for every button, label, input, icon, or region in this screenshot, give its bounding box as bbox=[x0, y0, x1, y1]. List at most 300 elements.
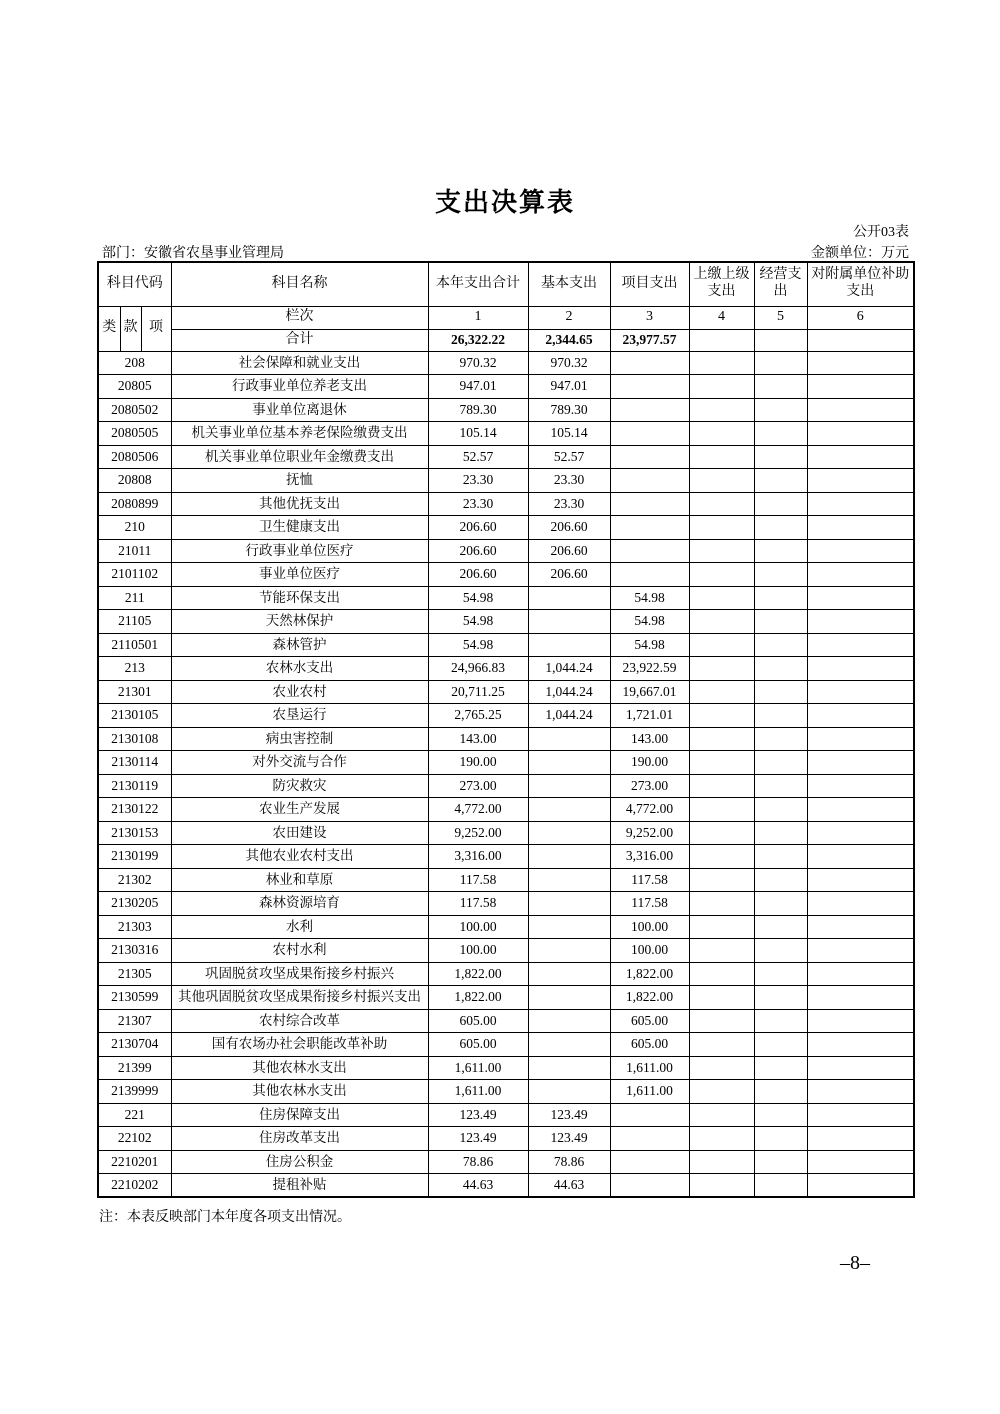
total-expense-value: 100.00 bbox=[428, 939, 528, 963]
subsidy-expense-value bbox=[807, 1009, 914, 1033]
upper-expense-value bbox=[689, 680, 754, 704]
project-expense-value bbox=[610, 516, 689, 540]
operating-expense-value bbox=[754, 351, 807, 375]
total-expense-value: 117.58 bbox=[428, 868, 528, 892]
table-row bbox=[98, 657, 914, 681]
basic-expense-value bbox=[528, 1033, 610, 1057]
basic-expense-value: 23.30 bbox=[528, 469, 610, 493]
project-expense-value bbox=[610, 492, 689, 516]
table-row bbox=[98, 915, 914, 939]
operating-expense-value bbox=[754, 1103, 807, 1127]
project-expense-value bbox=[610, 1150, 689, 1174]
subject-code: 20808 bbox=[98, 469, 171, 493]
table-row bbox=[98, 892, 914, 916]
operating-expense-value bbox=[754, 1056, 807, 1080]
subject-code: 2139999 bbox=[98, 1080, 171, 1104]
project-expense-value bbox=[610, 375, 689, 399]
basic-expense-value bbox=[528, 939, 610, 963]
upper-expense-value bbox=[689, 986, 754, 1010]
total-expense-value: 54.98 bbox=[428, 633, 528, 657]
header-row-1 bbox=[98, 262, 914, 306]
subject-code: 22102 bbox=[98, 1127, 171, 1151]
operating-expense-value bbox=[754, 1033, 807, 1057]
upper-expense-value bbox=[689, 657, 754, 681]
subject-name: 农村综合改革 bbox=[171, 1009, 428, 1033]
total-expense-value: 947.01 bbox=[428, 375, 528, 399]
basic-expense-value: 23.30 bbox=[528, 492, 610, 516]
total-expense-value: 789.30 bbox=[428, 398, 528, 422]
table-row bbox=[98, 962, 914, 986]
subject-code: 2101102 bbox=[98, 563, 171, 587]
table-row bbox=[98, 633, 914, 657]
totals-total-expense: 26,322.22 bbox=[428, 329, 528, 351]
project-expense-value bbox=[610, 1127, 689, 1151]
basic-expense-value: 789.30 bbox=[528, 398, 610, 422]
subject-code: 20805 bbox=[98, 375, 171, 399]
subsidy-expense-value bbox=[807, 516, 914, 540]
operating-expense-value bbox=[754, 539, 807, 563]
header-basic-expense: 基本支出 bbox=[528, 262, 610, 306]
project-expense-value: 117.58 bbox=[610, 892, 689, 916]
basic-expense-value bbox=[528, 892, 610, 916]
operating-expense-value bbox=[754, 751, 807, 775]
upper-expense-value bbox=[689, 1127, 754, 1151]
table-row bbox=[98, 492, 914, 516]
subsidy-expense-value bbox=[807, 798, 914, 822]
project-expense-value: 190.00 bbox=[610, 751, 689, 775]
project-expense-value: 100.00 bbox=[610, 915, 689, 939]
subject-name: 其他优抚支出 bbox=[171, 492, 428, 516]
basic-expense-value bbox=[528, 610, 610, 634]
header-subject-code: 科目代码 bbox=[98, 262, 171, 306]
total-expense-value: 117.58 bbox=[428, 892, 528, 916]
total-expense-value: 206.60 bbox=[428, 539, 528, 563]
table-row bbox=[98, 586, 914, 610]
upper-expense-value bbox=[689, 845, 754, 869]
subsidy-expense-value bbox=[807, 751, 914, 775]
upper-expense-value bbox=[689, 868, 754, 892]
header-subject-name: 科目名称 bbox=[171, 262, 428, 306]
subject-name: 机关事业单位职业年金缴费支出 bbox=[171, 445, 428, 469]
unit-label: 金额单位：万元 bbox=[811, 246, 909, 261]
basic-expense-value: 44.63 bbox=[528, 1174, 610, 1198]
basic-expense-value: 206.60 bbox=[528, 563, 610, 587]
table-row bbox=[98, 398, 914, 422]
operating-expense-value bbox=[754, 633, 807, 657]
subject-name: 对外交流与合作 bbox=[171, 751, 428, 775]
total-expense-value: 9,252.00 bbox=[428, 821, 528, 845]
table-row bbox=[98, 1080, 914, 1104]
basic-expense-value: 970.32 bbox=[528, 351, 610, 375]
upper-expense-value bbox=[689, 445, 754, 469]
subject-name: 天然林保护 bbox=[171, 610, 428, 634]
subsidy-expense-value bbox=[807, 915, 914, 939]
basic-expense-value bbox=[528, 868, 610, 892]
subsidy-expense-value bbox=[807, 845, 914, 869]
subject-code: 221 bbox=[98, 1103, 171, 1127]
basic-expense-value: 123.49 bbox=[528, 1103, 610, 1127]
project-expense-value: 100.00 bbox=[610, 939, 689, 963]
subsidy-expense-value bbox=[807, 680, 914, 704]
upper-expense-value bbox=[689, 539, 754, 563]
subject-code: 2130205 bbox=[98, 892, 171, 916]
subsidy-expense-value bbox=[807, 633, 914, 657]
totals-project-expense: 23,977.57 bbox=[610, 329, 689, 351]
table-row bbox=[98, 1103, 914, 1127]
subject-name: 防灾救灾 bbox=[171, 774, 428, 798]
operating-expense-value bbox=[754, 915, 807, 939]
totals-operating-expense bbox=[754, 329, 807, 351]
project-expense-value bbox=[610, 1174, 689, 1198]
subject-code: 2130122 bbox=[98, 798, 171, 822]
table-row bbox=[98, 1009, 914, 1033]
project-expense-value bbox=[610, 422, 689, 446]
table-row bbox=[98, 1056, 914, 1080]
expenditure-table bbox=[97, 261, 915, 1198]
operating-expense-value bbox=[754, 492, 807, 516]
operating-expense-value bbox=[754, 704, 807, 728]
subject-code: 2110501 bbox=[98, 633, 171, 657]
table-row bbox=[98, 563, 914, 587]
total-expense-value: 4,772.00 bbox=[428, 798, 528, 822]
project-expense-value: 1,822.00 bbox=[610, 962, 689, 986]
operating-expense-value bbox=[754, 445, 807, 469]
table-body bbox=[98, 351, 914, 1197]
upper-expense-value bbox=[689, 563, 754, 587]
upper-expense-value bbox=[689, 962, 754, 986]
operating-expense-value bbox=[754, 657, 807, 681]
project-expense-value bbox=[610, 1103, 689, 1127]
project-expense-value: 605.00 bbox=[610, 1009, 689, 1033]
table-row bbox=[98, 445, 914, 469]
basic-expense-value: 1,044.24 bbox=[528, 680, 610, 704]
page-number: –8– bbox=[840, 1252, 870, 1274]
table-row bbox=[98, 868, 914, 892]
subsidy-expense-value bbox=[807, 704, 914, 728]
subject-code: 2080899 bbox=[98, 492, 171, 516]
subject-name: 抚恤 bbox=[171, 469, 428, 493]
subsidy-expense-value bbox=[807, 1127, 914, 1151]
project-expense-value: 54.98 bbox=[610, 633, 689, 657]
operating-expense-value bbox=[754, 610, 807, 634]
operating-expense-value bbox=[754, 821, 807, 845]
subject-code: 2080506 bbox=[98, 445, 171, 469]
subject-name: 森林资源培育 bbox=[171, 892, 428, 916]
total-expense-value: 24,966.83 bbox=[428, 657, 528, 681]
upper-expense-value bbox=[689, 751, 754, 775]
subject-name: 其他农业农村支出 bbox=[171, 845, 428, 869]
subject-name: 住房公积金 bbox=[171, 1150, 428, 1174]
subject-code: 213 bbox=[98, 657, 171, 681]
upper-expense-value bbox=[689, 892, 754, 916]
totals-basic-expense: 2,344.65 bbox=[528, 329, 610, 351]
subsidy-expense-value bbox=[807, 563, 914, 587]
table-row bbox=[98, 610, 914, 634]
table-row bbox=[98, 375, 914, 399]
table-row bbox=[98, 845, 914, 869]
subject-code: 21011 bbox=[98, 539, 171, 563]
subject-name: 其他农林水支出 bbox=[171, 1080, 428, 1104]
header-upper-expense: 上缴上级支出 bbox=[689, 262, 754, 306]
subsidy-expense-value bbox=[807, 657, 914, 681]
subject-name: 农垦运行 bbox=[171, 704, 428, 728]
subject-code: 21305 bbox=[98, 962, 171, 986]
operating-expense-value bbox=[754, 469, 807, 493]
subject-name: 社会保障和就业支出 bbox=[171, 351, 428, 375]
subsidy-expense-value bbox=[807, 351, 914, 375]
subject-code: 2080502 bbox=[98, 398, 171, 422]
subject-code: 2210202 bbox=[98, 1174, 171, 1198]
total-expense-value: 1,822.00 bbox=[428, 962, 528, 986]
table-row bbox=[98, 422, 914, 446]
subsidy-expense-value bbox=[807, 1174, 914, 1198]
subject-code: 21399 bbox=[98, 1056, 171, 1080]
total-expense-value: 1,611.00 bbox=[428, 1056, 528, 1080]
subject-name: 农村水利 bbox=[171, 939, 428, 963]
totals-upper-expense bbox=[689, 329, 754, 351]
subject-code: 2130599 bbox=[98, 986, 171, 1010]
project-expense-value bbox=[610, 351, 689, 375]
total-expense-value: 143.00 bbox=[428, 727, 528, 751]
subsidy-expense-value bbox=[807, 610, 914, 634]
table-note: 注：本表反映部门本年度各项支出情况。 bbox=[99, 1210, 351, 1225]
project-expense-value bbox=[610, 445, 689, 469]
subject-code: 2130105 bbox=[98, 704, 171, 728]
upper-expense-value bbox=[689, 1150, 754, 1174]
total-expense-value: 190.00 bbox=[428, 751, 528, 775]
operating-expense-value bbox=[754, 680, 807, 704]
operating-expense-value bbox=[754, 1150, 807, 1174]
basic-expense-value bbox=[528, 633, 610, 657]
upper-expense-value bbox=[689, 469, 754, 493]
operating-expense-value bbox=[754, 398, 807, 422]
basic-expense-value bbox=[528, 962, 610, 986]
operating-expense-value bbox=[754, 1174, 807, 1198]
total-expense-value: 123.49 bbox=[428, 1127, 528, 1151]
subject-code: 208 bbox=[98, 351, 171, 375]
subject-name: 其他农林水支出 bbox=[171, 1056, 428, 1080]
header-column-index-label: 栏次 bbox=[171, 306, 428, 329]
project-expense-value: 3,316.00 bbox=[610, 845, 689, 869]
upper-expense-value bbox=[689, 1033, 754, 1057]
table-row bbox=[98, 539, 914, 563]
subject-code: 21105 bbox=[98, 610, 171, 634]
project-expense-value: 19,667.01 bbox=[610, 680, 689, 704]
column-index-6: 6 bbox=[807, 306, 914, 329]
upper-expense-value bbox=[689, 586, 754, 610]
project-expense-value: 9,252.00 bbox=[610, 821, 689, 845]
upper-expense-value bbox=[689, 1056, 754, 1080]
column-index-5: 5 bbox=[754, 306, 807, 329]
project-expense-value bbox=[610, 563, 689, 587]
table-row bbox=[98, 774, 914, 798]
basic-expense-value: 1,044.24 bbox=[528, 704, 610, 728]
subsidy-expense-value bbox=[807, 962, 914, 986]
subject-name: 国有农场办社会职能改革补助 bbox=[171, 1033, 428, 1057]
basic-expense-value: 206.60 bbox=[528, 516, 610, 540]
total-expense-value: 2,765.25 bbox=[428, 704, 528, 728]
basic-expense-value bbox=[528, 586, 610, 610]
operating-expense-value bbox=[754, 727, 807, 751]
table-row bbox=[98, 986, 914, 1010]
subsidy-expense-value bbox=[807, 422, 914, 446]
subject-code: 2130316 bbox=[98, 939, 171, 963]
subject-name: 农业生产发展 bbox=[171, 798, 428, 822]
subject-name: 巩固脱贫攻坚成果衔接乡村振兴 bbox=[171, 962, 428, 986]
header-operating-expense: 经营支出 bbox=[754, 262, 807, 306]
total-expense-value: 54.98 bbox=[428, 586, 528, 610]
subsidy-expense-value bbox=[807, 1056, 914, 1080]
subject-name: 农业农村 bbox=[171, 680, 428, 704]
subject-name: 行政事业单位医疗 bbox=[171, 539, 428, 563]
header-code-section: 款 bbox=[120, 306, 141, 351]
total-expense-value: 605.00 bbox=[428, 1033, 528, 1057]
total-expense-value: 206.60 bbox=[428, 516, 528, 540]
department-label: 部门：安徽省农垦事业管理局 bbox=[102, 246, 284, 261]
basic-expense-value bbox=[528, 798, 610, 822]
subject-name: 卫生健康支出 bbox=[171, 516, 428, 540]
upper-expense-value bbox=[689, 610, 754, 634]
subject-code: 2130153 bbox=[98, 821, 171, 845]
upper-expense-value bbox=[689, 398, 754, 422]
operating-expense-value bbox=[754, 845, 807, 869]
subject-name: 水利 bbox=[171, 915, 428, 939]
basic-expense-value: 123.49 bbox=[528, 1127, 610, 1151]
basic-expense-value: 206.60 bbox=[528, 539, 610, 563]
upper-expense-value bbox=[689, 915, 754, 939]
meta-line bbox=[97, 242, 909, 262]
total-expense-value: 52.57 bbox=[428, 445, 528, 469]
total-expense-value: 3,316.00 bbox=[428, 845, 528, 869]
basic-expense-value: 105.14 bbox=[528, 422, 610, 446]
subject-code: 2130119 bbox=[98, 774, 171, 798]
subject-code: 21303 bbox=[98, 915, 171, 939]
basic-expense-value bbox=[528, 915, 610, 939]
subject-code: 21302 bbox=[98, 868, 171, 892]
basic-expense-value: 947.01 bbox=[528, 375, 610, 399]
subject-code: 2130114 bbox=[98, 751, 171, 775]
total-expense-value: 44.63 bbox=[428, 1174, 528, 1198]
subject-code: 2210201 bbox=[98, 1150, 171, 1174]
basic-expense-value bbox=[528, 821, 610, 845]
total-expense-value: 970.32 bbox=[428, 351, 528, 375]
operating-expense-value bbox=[754, 868, 807, 892]
operating-expense-value bbox=[754, 563, 807, 587]
upper-expense-value bbox=[689, 492, 754, 516]
project-expense-value: 1,822.00 bbox=[610, 986, 689, 1010]
upper-expense-value bbox=[689, 375, 754, 399]
subsidy-expense-value bbox=[807, 868, 914, 892]
table-row bbox=[98, 351, 914, 375]
operating-expense-value bbox=[754, 939, 807, 963]
subject-name: 病虫害控制 bbox=[171, 727, 428, 751]
subject-name: 农林水支出 bbox=[171, 657, 428, 681]
project-expense-value: 1,611.00 bbox=[610, 1056, 689, 1080]
basic-expense-value: 1,044.24 bbox=[528, 657, 610, 681]
project-expense-value: 273.00 bbox=[610, 774, 689, 798]
header-project-expense: 项目支出 bbox=[610, 262, 689, 306]
subject-code: 21301 bbox=[98, 680, 171, 704]
operating-expense-value bbox=[754, 1009, 807, 1033]
project-expense-value: 23,922.59 bbox=[610, 657, 689, 681]
table-row bbox=[98, 1150, 914, 1174]
subsidy-expense-value bbox=[807, 1150, 914, 1174]
totals-row bbox=[98, 329, 914, 351]
operating-expense-value bbox=[754, 798, 807, 822]
subsidy-expense-value bbox=[807, 398, 914, 422]
basic-expense-value bbox=[528, 1056, 610, 1080]
table-row bbox=[98, 680, 914, 704]
operating-expense-value bbox=[754, 892, 807, 916]
subsidy-expense-value bbox=[807, 445, 914, 469]
subject-name: 节能环保支出 bbox=[171, 586, 428, 610]
upper-expense-value bbox=[689, 351, 754, 375]
total-expense-value: 206.60 bbox=[428, 563, 528, 587]
project-expense-value bbox=[610, 398, 689, 422]
subsidy-expense-value bbox=[807, 986, 914, 1010]
total-expense-value: 23.30 bbox=[428, 469, 528, 493]
project-expense-value: 1,611.00 bbox=[610, 1080, 689, 1104]
subject-name: 农田建设 bbox=[171, 821, 428, 845]
total-expense-value: 123.49 bbox=[428, 1103, 528, 1127]
basic-expense-value bbox=[528, 1080, 610, 1104]
table-row bbox=[98, 469, 914, 493]
project-expense-value: 143.00 bbox=[610, 727, 689, 751]
subsidy-expense-value bbox=[807, 492, 914, 516]
upper-expense-value bbox=[689, 633, 754, 657]
totals-subsidy-expense bbox=[807, 329, 914, 351]
upper-expense-value bbox=[689, 798, 754, 822]
subject-name: 提租补贴 bbox=[171, 1174, 428, 1198]
upper-expense-value bbox=[689, 516, 754, 540]
operating-expense-value bbox=[754, 986, 807, 1010]
operating-expense-value bbox=[754, 1080, 807, 1104]
table-row bbox=[98, 704, 914, 728]
subject-name: 林业和草原 bbox=[171, 868, 428, 892]
upper-expense-value bbox=[689, 821, 754, 845]
subject-name: 住房保障支出 bbox=[171, 1103, 428, 1127]
total-expense-value: 23.30 bbox=[428, 492, 528, 516]
table-row bbox=[98, 751, 914, 775]
column-index-4: 4 bbox=[689, 306, 754, 329]
subsidy-expense-value bbox=[807, 586, 914, 610]
subject-code: 2080505 bbox=[98, 422, 171, 446]
basic-expense-value bbox=[528, 751, 610, 775]
subject-code: 2130108 bbox=[98, 727, 171, 751]
subsidy-expense-value bbox=[807, 892, 914, 916]
subject-code: 2130704 bbox=[98, 1033, 171, 1057]
subject-name: 机关事业单位基本养老保险缴费支出 bbox=[171, 422, 428, 446]
upper-expense-value bbox=[689, 1174, 754, 1198]
column-index-1: 1 bbox=[428, 306, 528, 329]
table-row bbox=[98, 727, 914, 751]
subject-name: 其他巩固脱贫攻坚成果衔接乡村振兴支出 bbox=[171, 986, 428, 1010]
project-expense-value: 54.98 bbox=[610, 610, 689, 634]
header-total-expense: 本年支出合计 bbox=[428, 262, 528, 306]
subsidy-expense-value bbox=[807, 469, 914, 493]
operating-expense-value bbox=[754, 422, 807, 446]
subject-name: 事业单位离退休 bbox=[171, 398, 428, 422]
table-row bbox=[98, 516, 914, 540]
upper-expense-value bbox=[689, 422, 754, 446]
upper-expense-value bbox=[689, 704, 754, 728]
basic-expense-value: 52.57 bbox=[528, 445, 610, 469]
subsidy-expense-value bbox=[807, 774, 914, 798]
project-expense-value: 605.00 bbox=[610, 1033, 689, 1057]
total-expense-value: 1,611.00 bbox=[428, 1080, 528, 1104]
total-expense-value: 54.98 bbox=[428, 610, 528, 634]
totals-label: 合计 bbox=[171, 329, 428, 351]
